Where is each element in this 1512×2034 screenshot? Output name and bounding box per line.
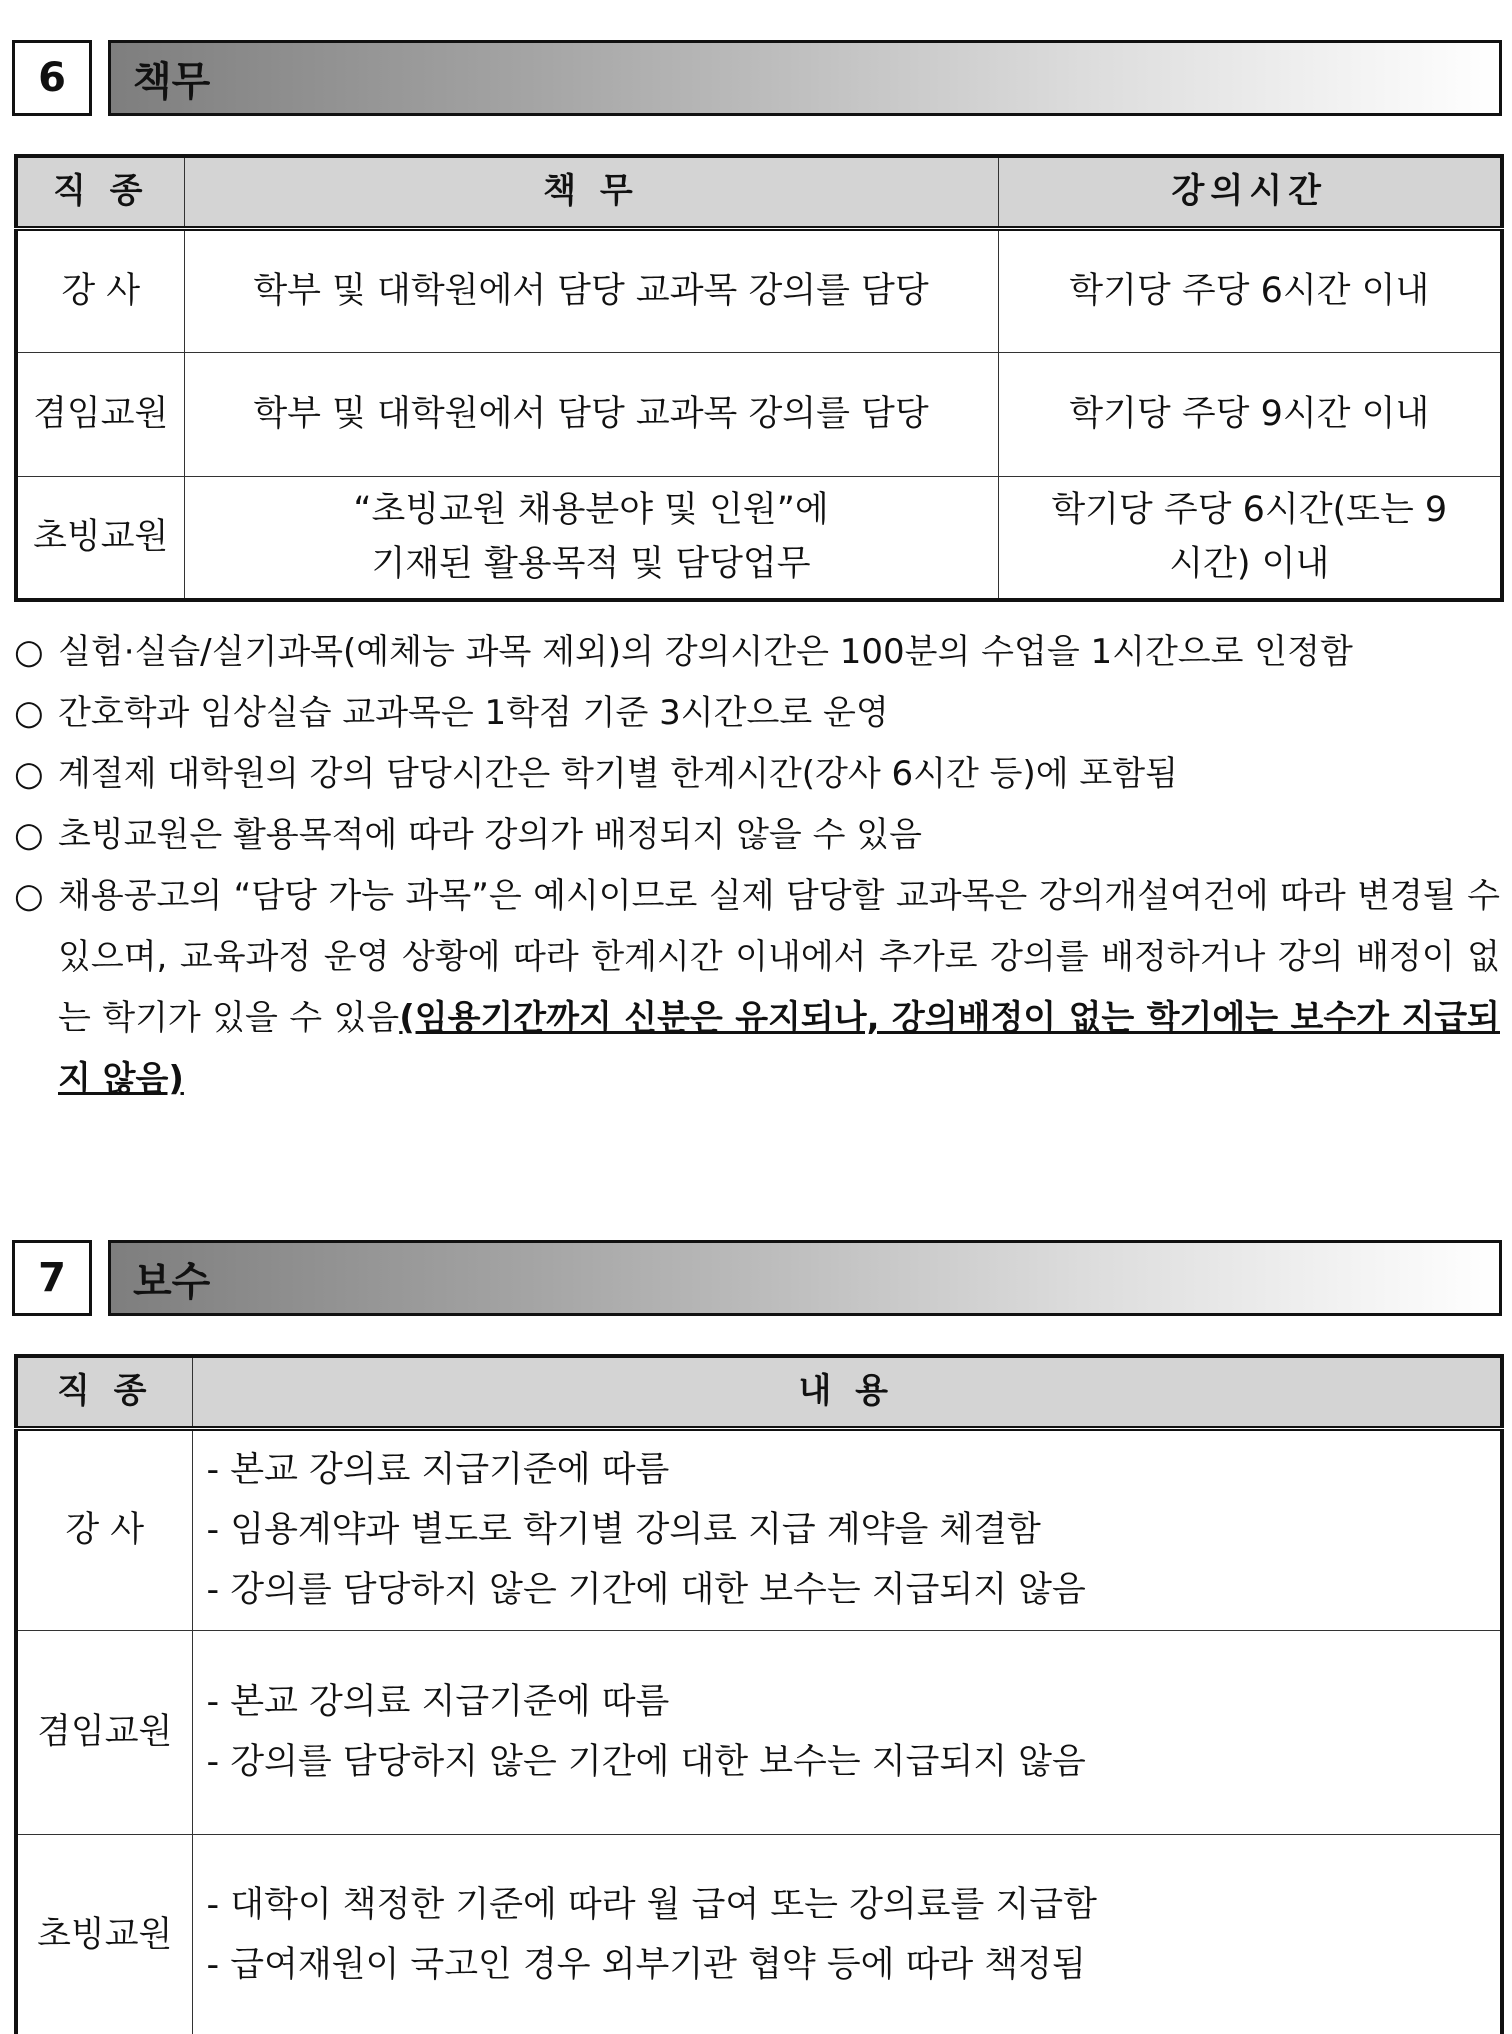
table-row — [16, 352, 1502, 476]
note-item — [14, 683, 1500, 744]
content-line: - 강의를 담당하지 않은 기간에 대한 보수는 지급되지 않음 — [206, 1570, 1086, 1610]
note-text: 실험·실습/실기과목(예체능 과목 제외)의 강의시간은 100분의 수업을 1시간으로 인정함 — [58, 632, 1353, 672]
duties-table — [14, 154, 1504, 602]
job-type-cell: 초빙교원 — [16, 1834, 192, 2034]
note-text: 채용공고의 “담당 가능 과목”은 예시이므로 실제 담당할 교과목은 강의개설여건에 따라 변경될 수 있으며, 교육과정 운영 상황에 따라 한계시간 이내에서 추가로 강의를 배정하거나 강의 배정이 없는 학기가 있을 수 있음 — [58, 876, 1500, 1038]
hours-cell: 학기당 주당 6시간(또는 9시간) 이내 — [998, 476, 1502, 600]
duty-notes — [14, 622, 1500, 1110]
column-header-duty: 책 무 — [184, 156, 998, 228]
duty-cell: “초빙교원 채용분야 및 인원”에 기재된 활용목적 및 담당업무 — [184, 476, 998, 600]
content-line: - 본교 강의료 지급기준에 따름 — [206, 1682, 670, 1722]
circle-bullet-icon: ○ — [14, 815, 44, 855]
note-text: 계절제 대학원의 강의 담당시간은 학기별 한계시간(강사 6시간 등)에 포함됨 — [58, 754, 1178, 794]
job-type-cell: 겸임교원 — [16, 352, 184, 476]
circle-bullet-icon: ○ — [14, 632, 44, 672]
table-row — [16, 1630, 1502, 1834]
note-item — [14, 805, 1500, 866]
note-item — [14, 744, 1500, 805]
section-6-number: 6 — [12, 40, 92, 116]
column-header-hours: 강의시간 — [998, 156, 1502, 228]
column-header-content: 내 용 — [192, 1356, 1502, 1428]
job-type-cell: 강 사 — [16, 228, 184, 352]
job-type-cell: 겸임교원 — [16, 1630, 192, 1834]
content-cell — [192, 1834, 1502, 2034]
job-type-cell: 초빙교원 — [16, 476, 184, 600]
note-item — [14, 622, 1500, 683]
section-6-header — [12, 40, 1502, 116]
salary-table — [14, 1354, 1504, 2034]
note-text: 초빙교원은 활용목적에 따라 강의가 배정되지 않을 수 있음 — [58, 815, 922, 855]
circle-bullet-icon: ○ — [14, 754, 44, 794]
section-7-number: 7 — [12, 1240, 92, 1316]
duty-cell: 학부 및 대학원에서 담당 교과목 강의를 담당 — [184, 352, 998, 476]
duty-cell: 학부 및 대학원에서 담당 교과목 강의를 담당 — [184, 228, 998, 352]
table-row — [16, 1428, 1502, 1630]
note-text: 간호학과 임상실습 교과목은 1학점 기준 3시간으로 운영 — [58, 693, 889, 733]
circle-bullet-icon: ○ — [14, 693, 44, 733]
note-emphasis: (임용기간까지 신분은 유지되나, 강의배정이 없는 학기에는 보수가 지급되지 않음) — [58, 998, 1500, 1099]
note-item — [14, 866, 1500, 1110]
job-type-cell: 강 사 — [16, 1428, 192, 1630]
content-line: - 강의를 담당하지 않은 기간에 대한 보수는 지급되지 않음 — [206, 1742, 1086, 1782]
section-7-title: 보수 — [108, 1240, 1502, 1316]
hours-cell: 학기당 주당 6시간 이내 — [998, 228, 1502, 352]
column-header-type: 직 종 — [16, 1356, 192, 1428]
content-cell — [192, 1428, 1502, 1630]
section-6-title: 책무 — [108, 40, 1502, 116]
table-row — [16, 1834, 1502, 2034]
content-cell — [192, 1630, 1502, 1834]
content-line: - 임용계약과 별도로 학기별 강의료 지급 계약을 체결함 — [206, 1510, 1041, 1550]
table-row — [16, 228, 1502, 352]
section-7-header — [12, 1240, 1502, 1316]
table-row — [16, 476, 1502, 600]
content-line: - 대학이 책정한 기준에 따라 월 급여 또는 강의료를 지급함 — [206, 1885, 1097, 1926]
content-line: - 급여재원이 국고인 경우 외부기관 협약 등에 따라 책정됨 — [206, 1945, 1086, 1986]
content-line: - 본교 강의료 지급기준에 따름 — [206, 1450, 670, 1490]
hours-cell: 학기당 주당 9시간 이내 — [998, 352, 1502, 476]
column-header-type: 직 종 — [16, 156, 184, 228]
circle-bullet-icon: ○ — [14, 876, 44, 916]
